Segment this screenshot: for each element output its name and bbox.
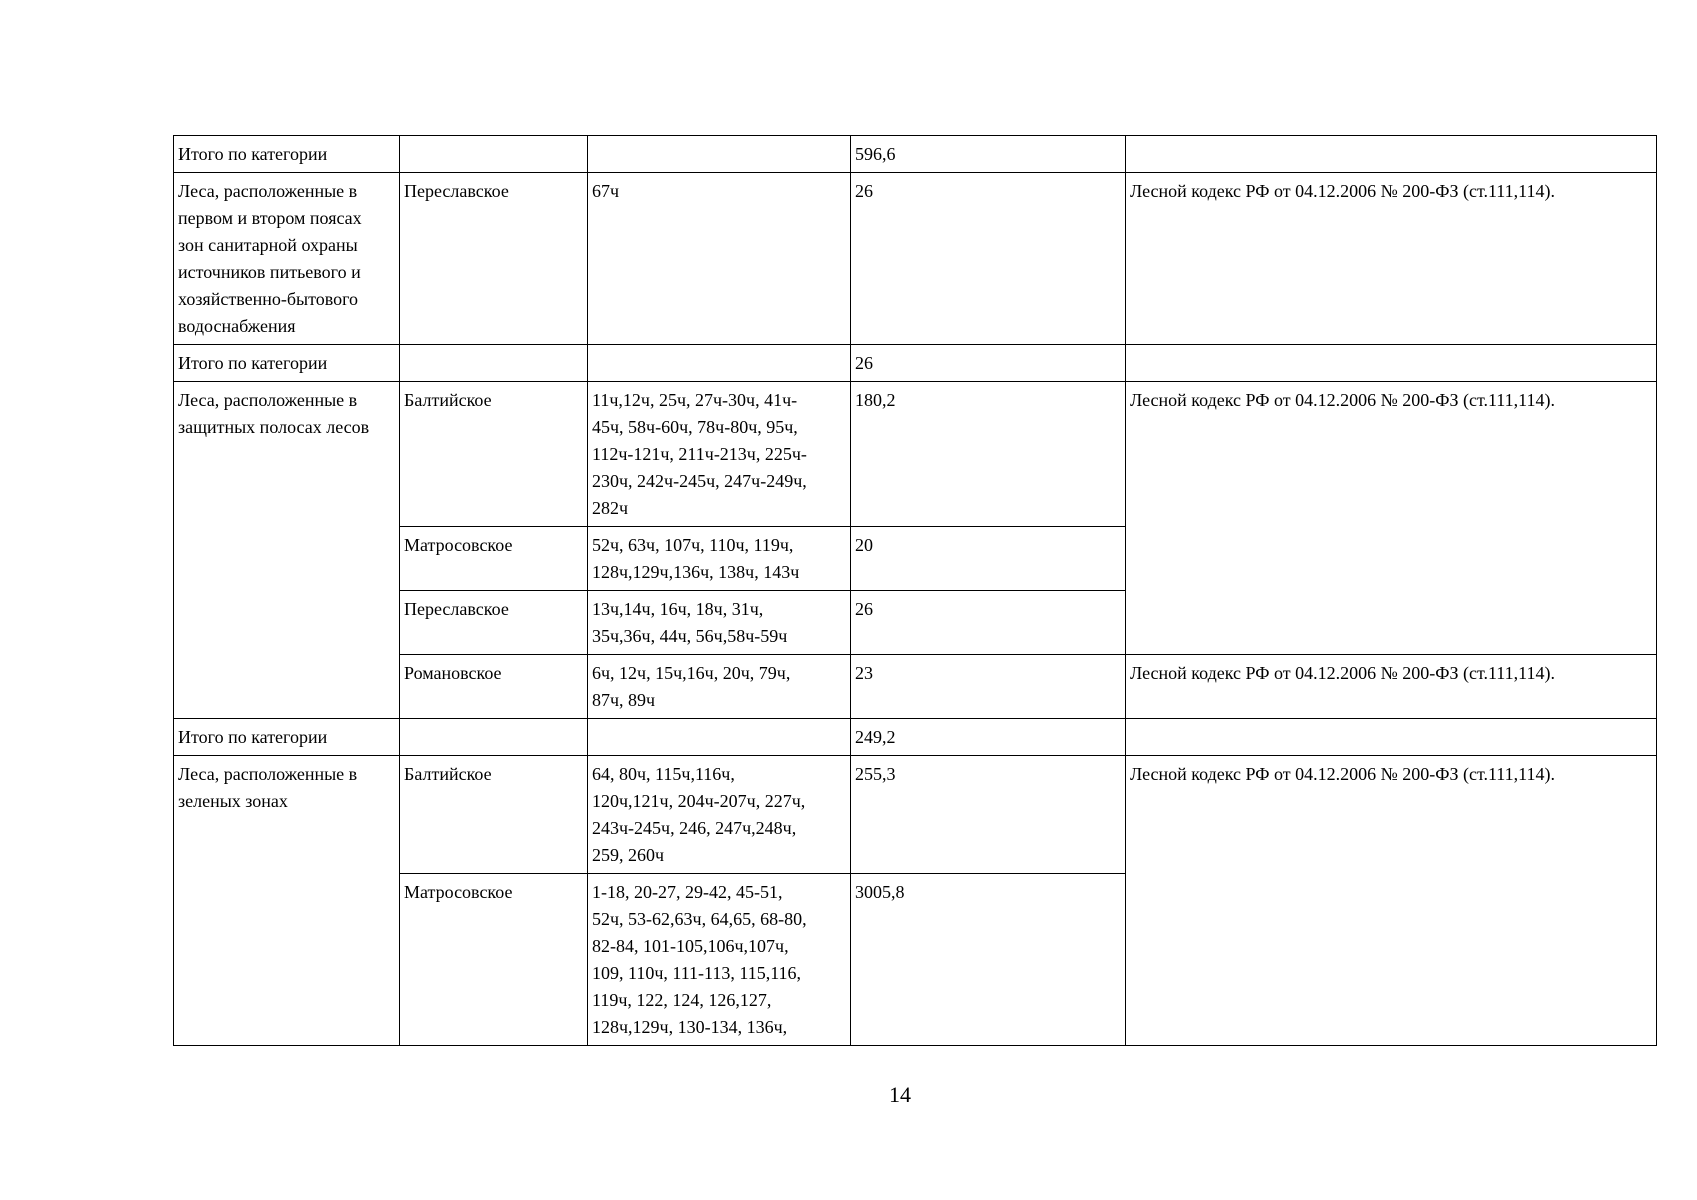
quarters-line: 1-18, 20-27, 29-42, 45-51,	[592, 882, 783, 902]
category-line: первом и втором поясах	[178, 208, 362, 228]
category-line: источников питьевого и	[178, 262, 361, 282]
quarters-line: 11ч,12ч, 25ч, 27ч-30ч, 41ч-	[592, 390, 798, 410]
area-cell: 23	[851, 655, 1126, 719]
forestry-cell: Матросовское	[400, 527, 588, 591]
area-cell: 255,3	[851, 756, 1126, 874]
quarters-line: 243ч-245ч, 246, 247ч,248ч,	[592, 818, 797, 838]
category-line: Леса, расположенные в	[178, 390, 358, 410]
category-cell	[174, 756, 400, 1046]
forestry-cell	[400, 136, 588, 173]
basis-cell	[1126, 136, 1657, 173]
category-line: Леса, расположенные в	[178, 764, 358, 784]
basis-cell: Лесной кодекс РФ от 04.12.2006 № 200-ФЗ (ст.111,114).	[1126, 173, 1657, 345]
quarters-line: 87ч, 89ч	[592, 690, 656, 710]
table-row-total	[174, 719, 1657, 756]
quarters-line: 119ч, 122, 124, 126,127,	[592, 990, 772, 1010]
quarters-cell	[588, 874, 851, 1046]
category-line: зеленых зонах	[178, 791, 288, 811]
category-cell	[174, 382, 400, 719]
basis-cell	[1126, 345, 1657, 382]
basis-cell	[1126, 719, 1657, 756]
category-cell: Итого по категории	[174, 136, 400, 173]
quarters-cell	[588, 136, 851, 173]
basis-cell: Лесной кодекс РФ от 04.12.2006 № 200-ФЗ (ст.111,114).	[1126, 382, 1657, 655]
category-cell	[174, 173, 400, 345]
area-cell: 249,2	[851, 719, 1126, 756]
quarters-line: 112ч-121ч, 211ч-213ч, 225ч-	[592, 444, 807, 464]
category-line: хозяйственно-бытового	[178, 289, 359, 309]
quarters-cell	[588, 655, 851, 719]
basis-cell: Лесной кодекс РФ от 04.12.2006 № 200-ФЗ (ст.111,114).	[1126, 756, 1657, 1046]
category-cell: Итого по категории	[174, 719, 400, 756]
category-line: водоснабжения	[178, 316, 296, 336]
forestry-cell: Балтийское	[400, 756, 588, 874]
forestry-cell	[400, 719, 588, 756]
quarters-cell	[588, 756, 851, 874]
category-cell: Итого по категории	[174, 345, 400, 382]
page-number: 14	[889, 1082, 911, 1107]
quarters-line: 282ч	[592, 498, 629, 518]
forestry-cell: Переславское	[400, 591, 588, 655]
forestry-cell: Романовское	[400, 655, 588, 719]
forestry-cell: Балтийское	[400, 382, 588, 527]
table-row-total	[174, 136, 1657, 173]
area-cell: 26	[851, 173, 1126, 345]
table-row-total	[174, 345, 1657, 382]
quarters-cell	[588, 527, 851, 591]
quarters-line: 6ч, 12ч, 15ч,16ч, 20ч, 79ч,	[592, 663, 791, 683]
quarters-cell	[588, 719, 851, 756]
table-row	[174, 382, 1657, 527]
table-row	[174, 756, 1657, 874]
area-cell: 20	[851, 527, 1126, 591]
quarters-line: 259, 260ч	[592, 845, 665, 865]
area-cell: 596,6	[851, 136, 1126, 173]
quarters-line: 230ч, 242ч-245ч, 247ч-249ч,	[592, 471, 807, 491]
forestry-cell: Переславское	[400, 173, 588, 345]
category-line: зон санитарной охраны	[178, 235, 358, 255]
quarters-cell	[588, 382, 851, 527]
forestry-cell	[400, 345, 588, 382]
area-cell: 3005,8	[851, 874, 1126, 1046]
quarters-cell	[588, 591, 851, 655]
quarters-line: 128ч,129ч, 130-134, 136ч,	[592, 1017, 788, 1037]
table-row	[174, 173, 1657, 345]
protective-forests-table	[173, 135, 1657, 1046]
quarters-line: 52ч, 53-62,63ч, 64,65, 68-80,	[592, 909, 807, 929]
basis-cell: Лесной кодекс РФ от 04.12.2006 № 200-ФЗ (ст.111,114).	[1126, 655, 1657, 719]
area-cell: 26	[851, 345, 1126, 382]
category-line: Леса, расположенные в	[178, 181, 358, 201]
quarters-line: 120ч,121ч, 204ч-207ч, 227ч,	[592, 791, 806, 811]
quarters-line: 45ч, 58ч-60ч, 78ч-80ч, 95ч,	[592, 417, 798, 437]
forestry-cell: Матросовское	[400, 874, 588, 1046]
quarters-line: 13ч,14ч, 16ч, 18ч, 31ч,	[592, 599, 764, 619]
quarters-line: 128ч,129ч,136ч, 138ч, 143ч	[592, 562, 800, 582]
quarters-cell	[588, 345, 851, 382]
area-cell: 26	[851, 591, 1126, 655]
quarters-line: 52ч, 63ч, 107ч, 110ч, 119ч,	[592, 535, 794, 555]
quarters-cell: 67ч	[588, 173, 851, 345]
quarters-line: 35ч,36ч, 44ч, 56ч,58ч-59ч	[592, 626, 788, 646]
area-cell: 180,2	[851, 382, 1126, 527]
quarters-line: 82-84, 101-105,106ч,107ч,	[592, 936, 789, 956]
category-line: защитных полосах лесов	[178, 417, 370, 437]
quarters-line: 64, 80ч, 115ч,116ч,	[592, 764, 735, 784]
quarters-line: 109, 110ч, 111-113, 115,116,	[592, 963, 802, 983]
